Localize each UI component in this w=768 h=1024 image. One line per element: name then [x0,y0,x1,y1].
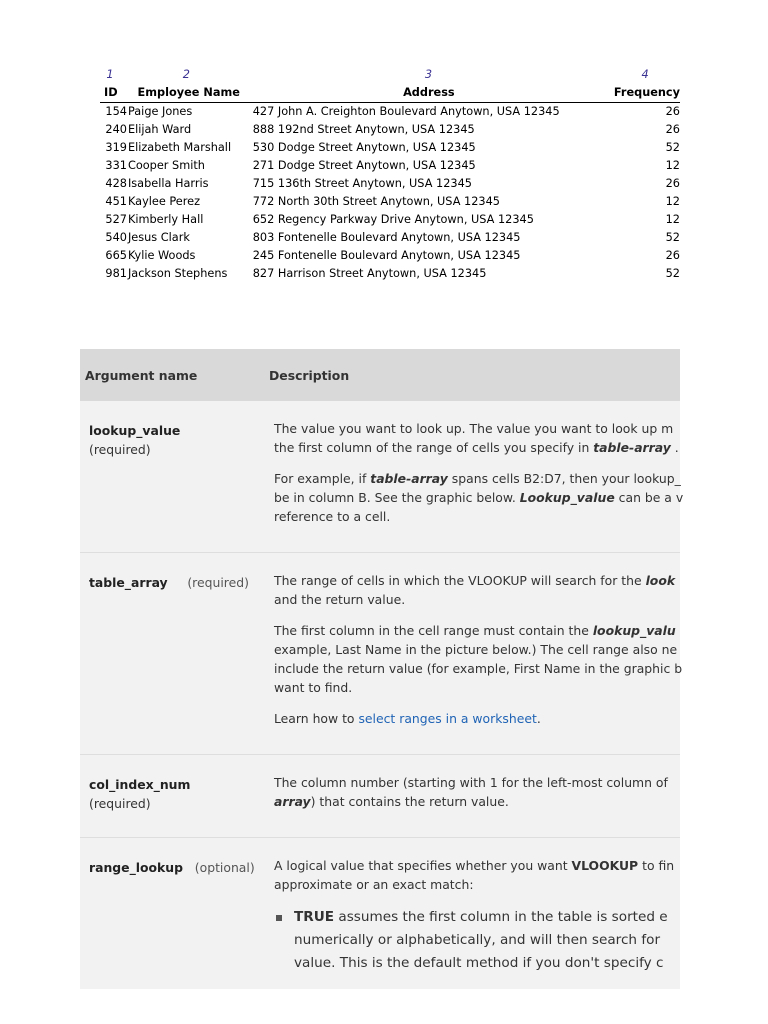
argument-name: table_array [89,575,168,590]
table-row [100,175,680,193]
description-text: . [536,711,541,726]
cell-frequency: 12 [665,213,680,226]
argument-table [80,349,684,971]
table-row [100,121,680,139]
cell-id: 540 [105,231,127,244]
description-text: The range of cells in which the VLOOKUP will search for the [274,573,646,588]
emphasis-text: table-array [593,440,671,455]
emphasis-text: look [645,573,676,588]
argument-row-table-array [80,553,683,755]
description-text: The first column in the cell range must contain the [274,623,593,638]
header-address: Address [403,86,455,99]
cell-id: 154 [105,105,127,118]
cell-frequency: 26 [665,123,680,136]
required-label: (required) [89,442,151,457]
cell-frequency: 52 [665,231,680,244]
cell-employee-name: Jesus Clark [127,231,190,244]
description-text: approximate or an exact match: [274,877,474,892]
description-text: numerically or alphabetically, and will then search for [294,932,661,948]
cell-address: 652 Regency Parkway Drive Anytown, USA 12345 [252,213,534,226]
cell-frequency: 12 [665,159,680,172]
description-text: be in column B. See the graphic below. [274,490,520,505]
argument-description [274,553,694,754]
argument-row-col-index-num [80,755,680,838]
description-text: . [670,440,679,455]
description-text: include the return value (for example, First Name in the graphic b [274,661,683,676]
cell-address: 271 Dodge Street Anytown, USA 12345 [252,159,476,172]
header-description: Description [269,367,350,383]
bullet-text [294,906,668,975]
description-text: ) that contains the return value. [310,794,509,809]
description-text: can be a v [614,490,684,505]
description-text: and the return value. [274,592,406,607]
column-number-4: 4 [641,68,649,81]
table-row [100,211,680,229]
emphasis-text: array [274,794,311,809]
description-text: A logical value that specifies whether you want [274,858,572,873]
select-ranges-link[interactable]: select ranges in a worksheet [358,711,537,726]
table-header-row [100,84,680,103]
required-label: (required) [89,796,151,811]
column-number-row [100,66,680,84]
description-text: For example, if [274,471,371,486]
cell-id: 319 [105,141,127,154]
cell-frequency: 26 [665,249,680,262]
header-id: ID [104,86,118,99]
emphasis-text: lookup_valu [592,623,676,638]
description-text: to fin [638,858,675,873]
table-body [100,103,680,283]
description-paragraph [274,571,694,609]
table-row [100,229,680,247]
cell-id: 451 [105,195,127,208]
cell-address: 715 136th Street Anytown, USA 12345 [252,177,472,190]
cell-id: 428 [105,177,127,190]
description-paragraph [274,621,694,697]
argument-row-lookup-value [80,401,684,553]
cell-id: 240 [105,123,127,136]
cell-id: 331 [105,159,127,172]
description-paragraph [274,856,694,894]
description-paragraph [274,469,694,526]
cell-id: 665 [105,249,127,262]
description-paragraph [274,709,694,728]
cell-address: 803 Fontenelle Boulevard Anytown, USA 12345 [252,231,521,244]
column-number-1: 1 [106,68,114,81]
argument-name: range_lookup [89,860,183,875]
cell-address: 530 Dodge Street Anytown, USA 12345 [252,141,476,154]
argument-name: col_index_num [89,777,191,792]
table-row [100,193,680,211]
bullet-icon [276,915,282,921]
column-number-2: 2 [182,68,190,81]
description-paragraph [274,419,694,457]
cell-employee-name: Kimberly Hall [127,213,204,226]
cell-frequency: 52 [665,141,680,154]
header-employee-name: Employee Name [137,86,240,99]
optional-label: (optional) [194,860,255,875]
argument-name-cell [89,573,269,592]
cell-frequency: 26 [665,105,680,118]
cell-id: 981 [105,267,127,280]
description-text: assumes the first column in the table is sorted e [334,909,668,925]
description-text: The column number (starting with 1 for the left-most column of [274,775,668,790]
cell-address: 827 Harrison Street Anytown, USA 12345 [252,267,487,280]
employee-table [100,66,680,283]
argument-name-cell [89,858,269,877]
table-row [100,157,680,175]
description-paragraph [274,773,694,811]
description-text: example, Last Name in the picture below.) The cell range also ne [274,642,678,657]
emphasis-text: VLOOKUP [571,858,639,873]
cell-employee-name: Elizabeth Marshall [127,141,232,154]
table-row [100,247,680,265]
table-row [100,139,680,157]
argument-name: lookup_value [89,423,181,438]
description-text: value. This is the default method if you don't specify c [294,955,664,971]
argument-description [274,838,694,989]
argument-description [274,755,694,837]
argument-row-range-lookup [80,838,680,989]
argument-table-header [80,349,680,401]
description-text: reference to a cell. [274,509,391,524]
table-row [100,265,680,283]
emphasis-text: Lookup_value [519,490,615,505]
bullet-item-true [274,906,694,975]
cell-address: 245 Fontenelle Boulevard Anytown, USA 12345 [252,249,521,262]
cell-employee-name: Jackson Stephens [127,267,228,280]
required-label: (required) [187,575,249,590]
cell-frequency: 26 [665,177,680,190]
cell-employee-name: Paige Jones [127,105,193,118]
argument-name-cell [89,421,269,459]
cell-employee-name: Isabella Harris [127,177,209,190]
argument-description [274,401,694,552]
header-frequency: Frequency [613,86,680,99]
cell-employee-name: Cooper Smith [127,159,205,172]
cell-frequency: 12 [665,195,680,208]
argument-name-cell [89,775,269,813]
description-text: Learn how to [274,711,359,726]
description-text: want to find. [274,680,353,695]
emphasis-text: table-array [370,471,448,486]
cell-employee-name: Elijah Ward [127,123,192,136]
cell-frequency: 52 [665,267,680,280]
table-row [100,103,680,121]
cell-address: 772 North 30th Street Anytown, USA 12345 [252,195,500,208]
description-text: the first column of the range of cells you specify in [274,440,594,455]
cell-address: 888 192nd Street Anytown, USA 12345 [252,123,475,136]
cell-employee-name: Kylie Woods [127,249,196,262]
description-text: spans cells B2:D7, then your lookup_ [447,471,681,486]
emphasis-text: TRUE [294,909,335,925]
cell-id: 527 [105,213,127,226]
description-text: The value you want to look up. The value you want to look up m [274,421,674,436]
header-argument-name: Argument name [85,367,198,383]
cell-address: 427 John A. Creighton Boulevard Anytown, USA 12345 [252,105,560,118]
cell-employee-name: Kaylee Perez [127,195,201,208]
column-number-3: 3 [424,68,433,81]
